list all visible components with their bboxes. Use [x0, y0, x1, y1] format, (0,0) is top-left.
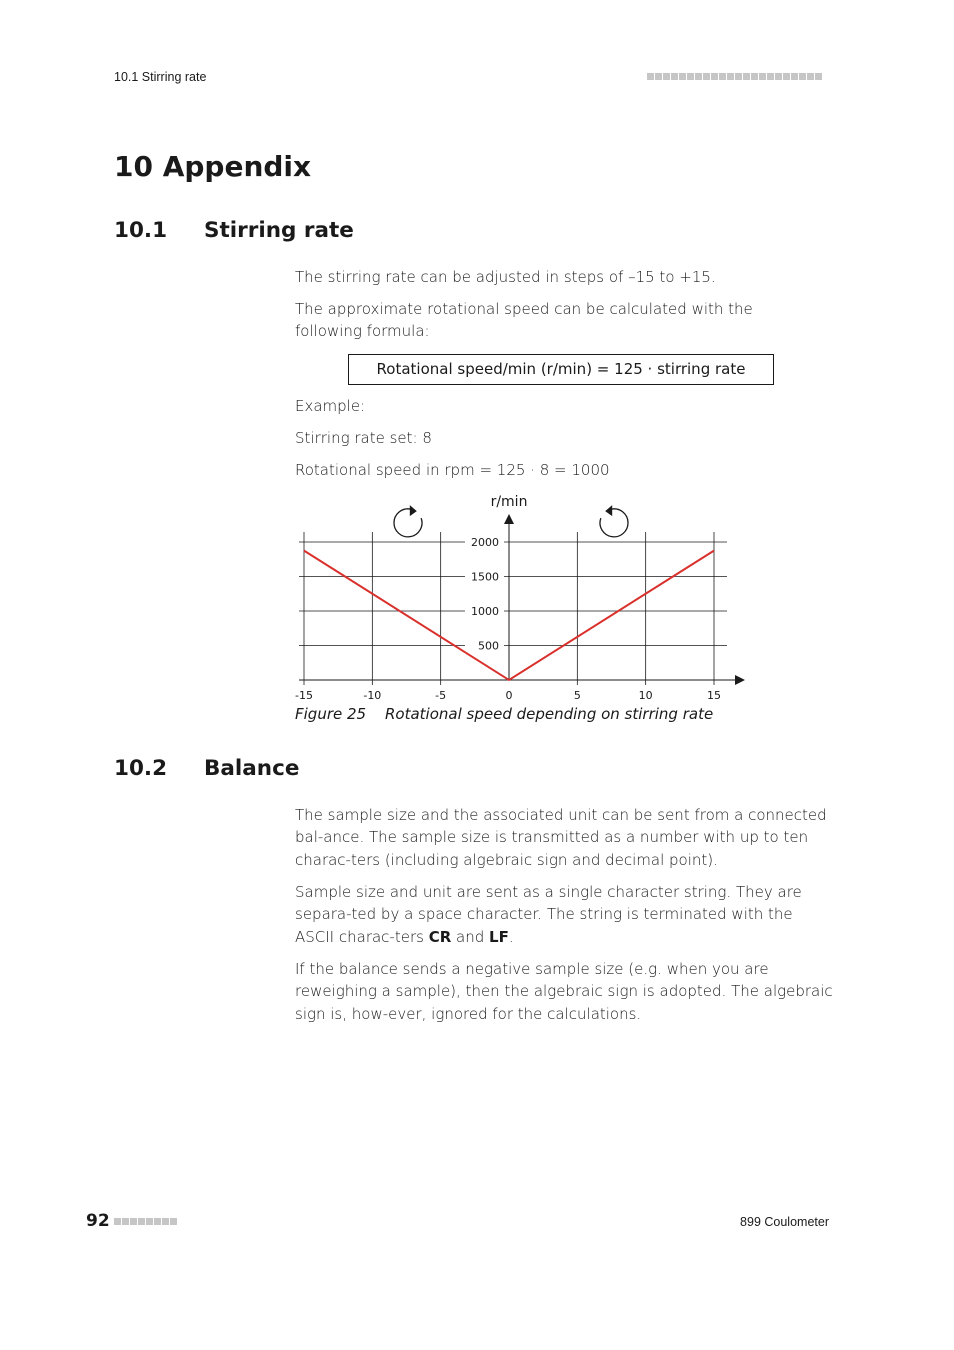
figure-number: Figure 25: [295, 705, 367, 723]
clockwise-arrowhead-icon: [410, 505, 417, 516]
cr-keyword: CR: [428, 927, 452, 946]
decorative-square: [695, 73, 702, 80]
decorative-square: [663, 73, 670, 80]
x-tick-label: 0: [505, 689, 513, 702]
decorative-square: [146, 1218, 153, 1225]
section-title: Balance: [204, 756, 300, 781]
figure-caption: [295, 705, 713, 723]
decorative-square: [719, 73, 726, 80]
y-tick-label: 2000: [471, 536, 499, 549]
product-name: 899 Coulometer: [740, 1215, 829, 1229]
y-tick-label: 1500: [471, 570, 499, 584]
page-number: 92: [86, 1211, 110, 1231]
counterclockwise-rotation-icon: [600, 509, 628, 537]
decorative-square: [170, 1218, 177, 1225]
running-header: 10.1 Stirring rate: [114, 70, 207, 84]
decorative-square: [743, 73, 750, 80]
decorative-square: [679, 73, 686, 80]
paragraph: The sample size and the associated unit can be sent from a connected bal-ance. The sample size is transmitted as a number with up to ten charac-ters (including algebraic sign and decimal point).: [295, 806, 827, 869]
figure-caption-text: Rotational speed depending on stirring rate: [385, 705, 714, 723]
rotational-speed-chart: [285, 490, 755, 705]
x-tick-label: -5: [435, 689, 447, 702]
y-axis-arrow: [504, 514, 514, 524]
decorative-square: [815, 73, 822, 80]
decorative-square: [130, 1218, 137, 1225]
decorative-square: [783, 73, 790, 80]
counterclockwise-arrowhead-icon: [605, 505, 612, 516]
decorative-square: [727, 73, 734, 80]
chapter-title: 10 Appendix: [114, 150, 312, 183]
decorative-square: [671, 73, 678, 80]
x-tick-label: -10: [363, 689, 382, 702]
section-title: Stirring rate: [204, 218, 354, 243]
decorative-square: [647, 73, 654, 80]
paragraph: The approximate rotational speed can be calculated with the following formula:: [295, 300, 753, 341]
example-setting: Stirring rate set: 8: [295, 429, 432, 447]
y-tick-label: 1000: [471, 605, 499, 618]
section-number: 10.1: [114, 218, 168, 243]
decorative-square: [122, 1218, 129, 1225]
lf-keyword: LF: [489, 927, 509, 946]
x-tick-label: 5: [573, 689, 581, 702]
decorative-square: [775, 73, 782, 80]
paragraph: If the balance sends a negative sample size (e.g. when you are reweighing a sample), then the algebraic sign is adopted. The algebraic sign is, how-ever, ignored for the calculations.: [295, 960, 833, 1023]
paragraph: Sample size and unit are sent as a single character string. They are separa-ted by a space character. The string is terminated with the ASCII charac-ters CR and LF.: [295, 883, 802, 946]
decorative-square: [807, 73, 814, 80]
clockwise-rotation-icon: [394, 509, 422, 537]
decorative-square: [767, 73, 774, 80]
decorative-square: [655, 73, 662, 80]
decorative-square: [162, 1218, 169, 1225]
x-tick-label: -15: [295, 689, 313, 702]
decorative-square: [751, 73, 758, 80]
decorative-square: [735, 73, 742, 80]
decorative-square: [687, 73, 694, 80]
x-axis-arrow: [735, 675, 745, 685]
section-number: 10.2: [114, 756, 168, 781]
example-calculation: Rotational speed in rpm = 125 · 8 = 1000: [295, 461, 610, 479]
section-heading-balance: [114, 756, 299, 781]
section-heading-stirring-rate: [114, 218, 354, 243]
formula-box: Rotational speed/min (r/min) = 125 · stirring rate: [348, 354, 774, 385]
y-axis-label: r/min: [490, 494, 528, 510]
example-label: Example:: [295, 397, 366, 415]
decorative-square: [799, 73, 806, 80]
decorative-square: [154, 1218, 161, 1225]
header-decoration: [647, 73, 822, 80]
decorative-square: [711, 73, 718, 80]
paragraph: The stirring rate can be adjusted in steps of –15 to +15.: [295, 268, 716, 286]
decorative-square: [114, 1218, 121, 1225]
decorative-square: [138, 1218, 145, 1225]
x-tick-label: 15: [707, 689, 721, 702]
decorative-square: [759, 73, 766, 80]
x-tick-label: 10: [638, 689, 653, 702]
y-tick-label: 500: [478, 639, 499, 653]
decorative-square: [703, 73, 710, 80]
footer-decoration: [114, 1218, 177, 1225]
decorative-square: [791, 73, 798, 80]
